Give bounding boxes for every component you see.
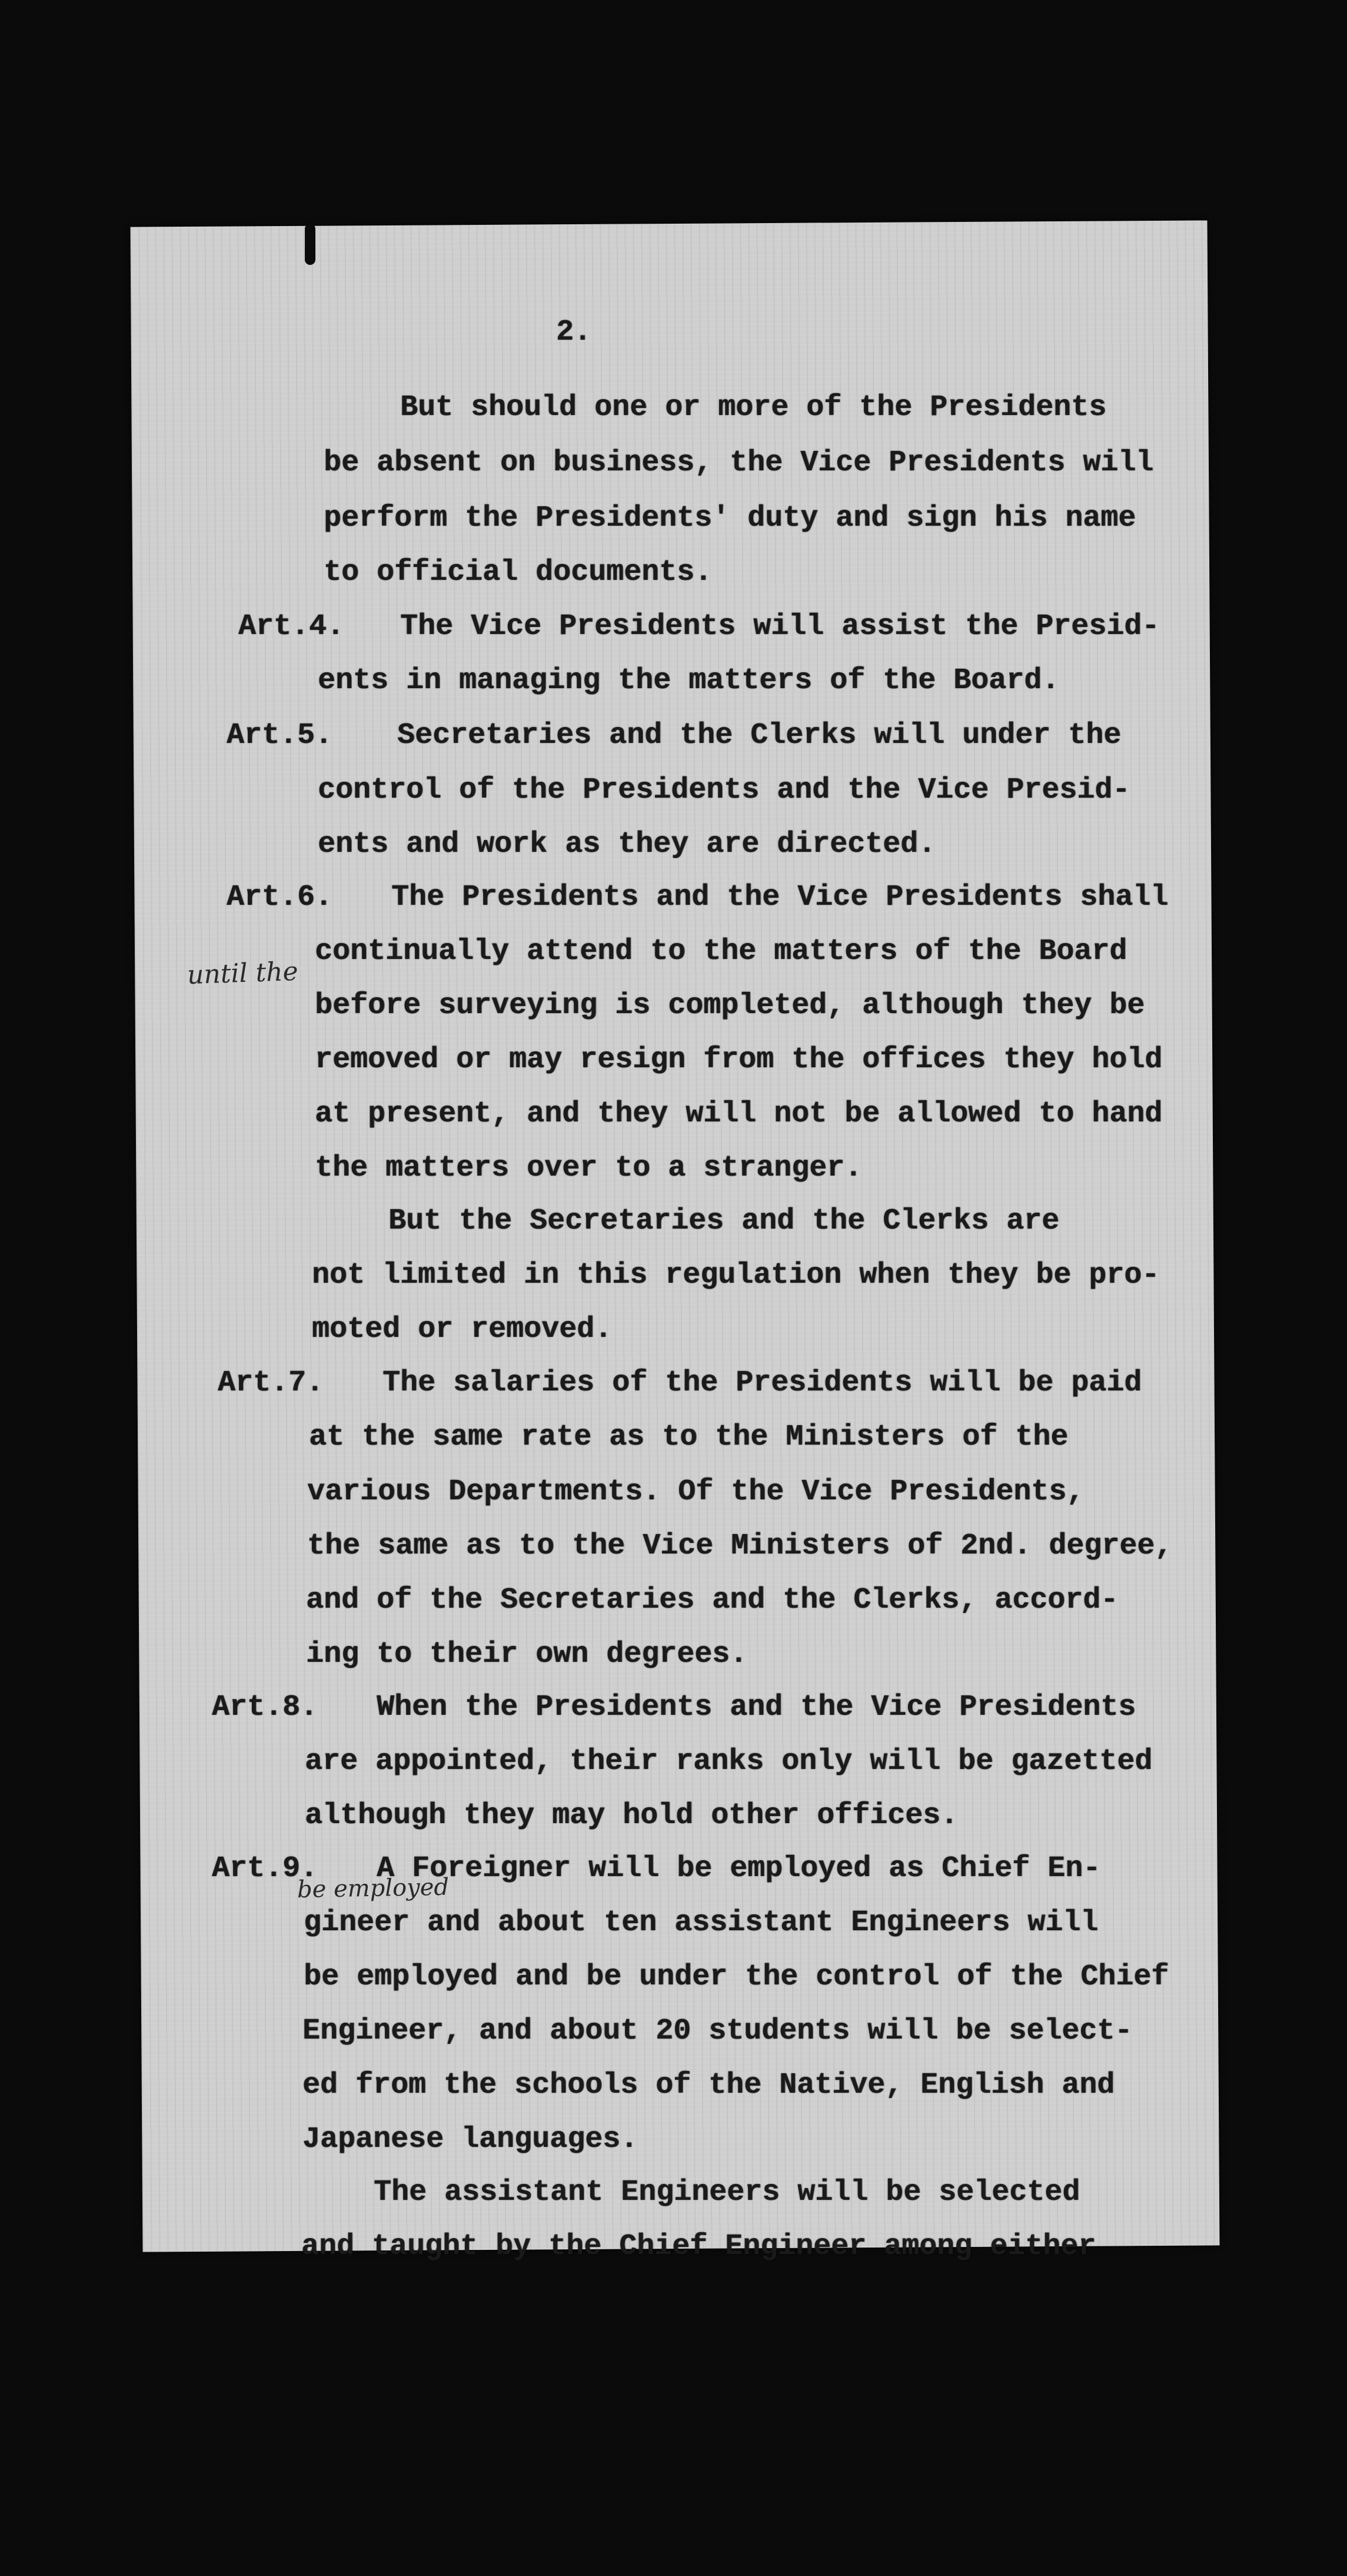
text-line: ents in managing the matters of the Board.: [318, 664, 1060, 698]
article-label: Art.5.: [227, 719, 333, 752]
text-line: not limited in this regulation when they be pro-: [312, 1259, 1160, 1292]
text-line: and of the Secretaries and the Clerks, accord-: [306, 1584, 1119, 1617]
text-line: But should one or more of the Presidents: [400, 391, 1107, 424]
text-line: be employed and be under the control of the Chief: [304, 1960, 1169, 1994]
article-label: Art.8.: [212, 1691, 318, 1724]
text-line: at present, and they will not be allowed to hand: [315, 1097, 1163, 1131]
text-line: When the Presidents and the Vice Presidents: [377, 1691, 1136, 1724]
text-line: perform the Presidents' duty and sign his name: [324, 502, 1136, 535]
text-line: various Departments. Of the Vice Presidents,: [307, 1475, 1085, 1509]
text-line: moted or removed.: [312, 1313, 613, 1346]
article-label: Art.6.: [227, 881, 333, 914]
text-line: But the Secretaries and the Clerks are: [388, 1204, 1060, 1238]
text-line: A Foreigner will be employed as Chief En-: [377, 1852, 1101, 1885]
text-line: ing to their own degrees.: [306, 1638, 748, 1671]
text-line: removed or may resign from the offices they hold: [315, 1043, 1163, 1077]
text-line: be absent on business, the Vice Presidents will: [324, 446, 1154, 480]
handwritten-margin-note: until the: [187, 956, 299, 991]
text-line: Secretaries and the Clerks will under the: [397, 719, 1122, 752]
text-line: and taught by the Chief Engineer among either: [301, 2230, 1096, 2263]
text-line: gineer and about ten assistant Engineers will: [304, 1906, 1099, 1940]
text-line: control of the Presidents and the Vice Presid-: [318, 774, 1130, 807]
article-label: Art.7.: [218, 1366, 324, 1400]
text-line: although they may hold other offices.: [305, 1799, 959, 1833]
text-line: at the same rate as to the Ministers of the: [309, 1420, 1069, 1454]
text-line: ents and work as they are directed.: [318, 828, 936, 861]
handwritten-insertion: be employed: [297, 1873, 450, 1904]
binder-hole: [305, 224, 315, 265]
text-line: The assistant Engineers will be selected: [374, 2176, 1080, 2209]
text-line: before surveying is completed, although they be: [315, 989, 1145, 1023]
text-line: Japanese languages.: [302, 2123, 638, 2156]
text-line: the matters over to a stranger.: [315, 1151, 863, 1185]
text-line: The Vice Presidents will assist the Presid-: [400, 610, 1160, 643]
text-line: The Presidents and the Vice Presidents shall: [391, 881, 1169, 914]
article-label: Art.4.: [238, 610, 345, 643]
text-line: the same as to the Vice Ministers of 2nd. degree,: [307, 1529, 1173, 1563]
text-line: Engineer, and about 20 students will be select-: [302, 2014, 1133, 2048]
text-line: continually attend to the matters of the Board: [315, 935, 1128, 968]
text-line: The salaries of the Presidents will be paid: [383, 1366, 1142, 1400]
text-line: to official documents.: [324, 556, 713, 589]
article-label: Art.9.: [212, 1852, 318, 1885]
page-number: 2.: [556, 316, 592, 349]
text-line: are appointed, their ranks only will be gazetted: [305, 1745, 1153, 1778]
text-line: ed from the schools of the Native, English and: [302, 2069, 1115, 2102]
